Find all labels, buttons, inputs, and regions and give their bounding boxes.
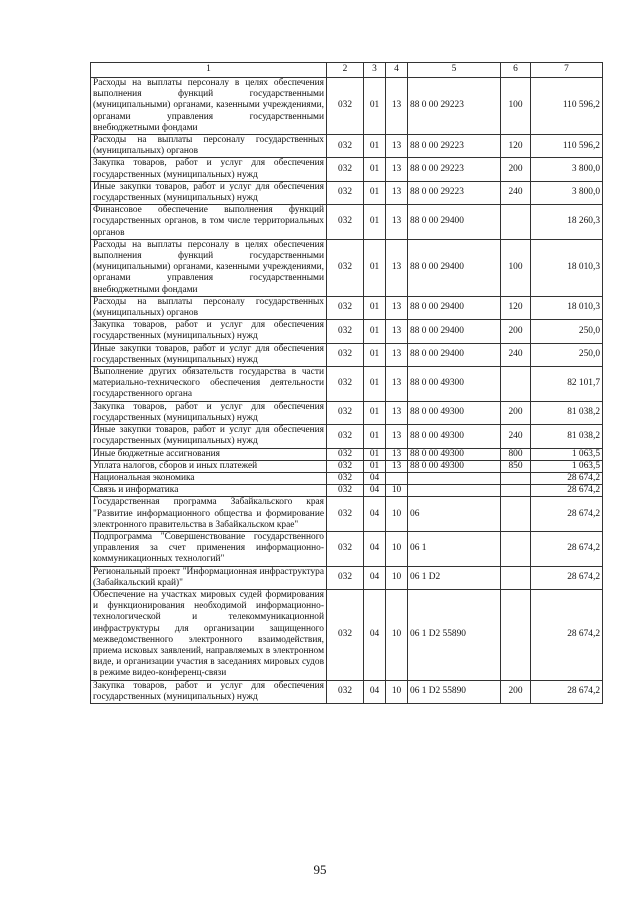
expense-type-cell: 120 xyxy=(501,296,531,319)
section-code-cell: 04 xyxy=(364,589,386,680)
expense-type-cell xyxy=(501,485,531,497)
table-row xyxy=(91,367,603,402)
subsection-code-cell: 10 xyxy=(386,680,408,703)
admin-code-cell: 032 xyxy=(327,158,364,181)
amount-cell: 1 063,5 xyxy=(531,460,603,472)
section-code-cell: 01 xyxy=(364,320,386,343)
table-row xyxy=(91,680,603,703)
admin-code-cell: 032 xyxy=(327,472,364,484)
subsection-code-cell: 13 xyxy=(386,205,408,240)
section-code-cell: 01 xyxy=(364,135,386,158)
expense-type-cell: 200 xyxy=(501,680,531,703)
section-code-cell: 01 xyxy=(364,425,386,448)
subsection-code-cell: 10 xyxy=(386,497,408,532)
table-row xyxy=(91,343,603,366)
expense-type-cell: 200 xyxy=(501,401,531,424)
row-name-cell: Расходы на выплаты персоналу государственных (муниципальных) органов xyxy=(91,135,327,158)
section-code-cell: 04 xyxy=(364,485,386,497)
row-name-cell: Иные закупки товаров, работ и услуг для обеспечения государственных (муниципальных) нужд xyxy=(91,343,327,366)
table-row xyxy=(91,485,603,497)
budget-table xyxy=(90,62,603,704)
header-cell: 4 xyxy=(386,63,408,78)
section-code-cell: 01 xyxy=(364,158,386,181)
table-row xyxy=(91,296,603,319)
row-name-cell: Закупка товаров, работ и услуг для обеспечения государственных (муниципальных) нужд xyxy=(91,680,327,703)
subsection-code-cell: 13 xyxy=(386,158,408,181)
admin-code-cell: 032 xyxy=(327,401,364,424)
row-name-cell: Региональный проект "Информационная инфраструктура (Забайкальский край)" xyxy=(91,566,327,589)
row-name-cell: Закупка товаров, работ и услуг для обеспечения государственных (муниципальных) нужд xyxy=(91,401,327,424)
admin-code-cell: 032 xyxy=(327,239,364,296)
section-code-cell: 01 xyxy=(364,181,386,204)
amount-cell: 28 674,2 xyxy=(531,497,603,532)
row-name-cell: Финансовое обеспечение выполнения функций государственных органов, в том числе территориальных органов xyxy=(91,205,327,240)
table-row xyxy=(91,497,603,532)
amount-cell: 28 674,2 xyxy=(531,485,603,497)
amount-cell: 81 038,2 xyxy=(531,401,603,424)
section-code-cell: 01 xyxy=(364,205,386,240)
row-name-cell: Иные закупки товаров, работ и услуг для обеспечения государственных (муниципальных) нужд xyxy=(91,425,327,448)
admin-code-cell: 032 xyxy=(327,448,364,460)
header-cell: 6 xyxy=(501,63,531,78)
subsection-code-cell: 13 xyxy=(386,78,408,135)
target-article-cell: 06 xyxy=(408,497,501,532)
table-row xyxy=(91,135,603,158)
section-code-cell: 01 xyxy=(364,239,386,296)
row-name-cell: Закупка товаров, работ и услуг для обеспечения государственных (муниципальных) нужд xyxy=(91,158,327,181)
subsection-code-cell: 10 xyxy=(386,589,408,680)
amount-cell: 3 800,0 xyxy=(531,158,603,181)
target-article-cell: 88 0 00 29223 xyxy=(408,78,501,135)
admin-code-cell: 032 xyxy=(327,566,364,589)
admin-code-cell: 032 xyxy=(327,343,364,366)
subsection-code-cell: 13 xyxy=(386,135,408,158)
section-code-cell: 01 xyxy=(364,78,386,135)
expense-type-cell xyxy=(501,566,531,589)
expense-type-cell: 200 xyxy=(501,158,531,181)
subsection-code-cell: 13 xyxy=(386,239,408,296)
target-article-cell: 06 1 D2 xyxy=(408,566,501,589)
table-row xyxy=(91,531,603,566)
target-article-cell xyxy=(408,485,501,497)
expense-type-cell xyxy=(501,205,531,240)
expense-type-cell xyxy=(501,589,531,680)
amount-cell: 250,0 xyxy=(531,320,603,343)
target-article-cell: 88 0 00 49300 xyxy=(408,460,501,472)
target-article-cell: 06 1 D2 55890 xyxy=(408,589,501,680)
subsection-code-cell: 13 xyxy=(386,367,408,402)
table-body xyxy=(91,63,603,704)
section-code-cell: 01 xyxy=(364,343,386,366)
section-code-cell: 01 xyxy=(364,460,386,472)
expense-type-cell: 240 xyxy=(501,425,531,448)
admin-code-cell: 032 xyxy=(327,425,364,448)
admin-code-cell: 032 xyxy=(327,205,364,240)
row-name-cell: Иные бюджетные ассигнования xyxy=(91,448,327,460)
target-article-cell: 88 0 00 29400 xyxy=(408,296,501,319)
expense-type-cell xyxy=(501,367,531,402)
expense-type-cell: 240 xyxy=(501,181,531,204)
subsection-code-cell: 13 xyxy=(386,401,408,424)
subsection-code-cell xyxy=(386,472,408,484)
row-name-cell: Национальная экономика xyxy=(91,472,327,484)
admin-code-cell: 032 xyxy=(327,78,364,135)
admin-code-cell: 032 xyxy=(327,460,364,472)
subsection-code-cell: 13 xyxy=(386,320,408,343)
page-number: 95 xyxy=(313,862,327,877)
target-article-cell: 06 1 D2 55890 xyxy=(408,680,501,703)
target-article-cell: 06 1 xyxy=(408,531,501,566)
subsection-code-cell: 13 xyxy=(386,296,408,319)
row-name-cell: Связь и информатика xyxy=(91,485,327,497)
row-name-cell: Закупка товаров, работ и услуг для обеспечения государственных (муниципальных) нужд xyxy=(91,320,327,343)
target-article-cell: 88 0 00 29400 xyxy=(408,343,501,366)
row-name-cell: Расходы на выплаты персоналу в целях обеспечения выполнения функций государственными (муниципальными) органами, казенными учреждениями, органами управления государственными внебюджетными фондами xyxy=(91,239,327,296)
subsection-code-cell: 13 xyxy=(386,425,408,448)
header-cell: 5 xyxy=(408,63,501,78)
row-name-cell: Государственная программа Забайкальского края "Развитие информационного общества и формирование электронного правительства в Забайкальском крае" xyxy=(91,497,327,532)
expense-type-cell: 100 xyxy=(501,78,531,135)
table-row xyxy=(91,181,603,204)
subsection-code-cell: 13 xyxy=(386,460,408,472)
row-name-cell: Подпрограмма "Совершенствование государственного управления за счет применения информационно-коммуникационных технологий" xyxy=(91,531,327,566)
header-cell: 1 xyxy=(91,63,327,78)
expense-type-cell: 120 xyxy=(501,135,531,158)
target-article-cell: 88 0 00 29223 xyxy=(408,181,501,204)
amount-cell: 18 260,3 xyxy=(531,205,603,240)
subsection-code-cell: 10 xyxy=(386,531,408,566)
section-code-cell: 01 xyxy=(364,401,386,424)
table-row xyxy=(91,401,603,424)
expense-type-cell: 800 xyxy=(501,448,531,460)
header-row xyxy=(91,63,603,78)
table-row xyxy=(91,566,603,589)
target-article-cell: 88 0 00 49300 xyxy=(408,448,501,460)
section-code-cell: 04 xyxy=(364,680,386,703)
header-cell: 2 xyxy=(327,63,364,78)
table-row xyxy=(91,239,603,296)
amount-cell: 81 038,2 xyxy=(531,425,603,448)
admin-code-cell: 032 xyxy=(327,320,364,343)
row-name-cell: Уплата налогов, сборов и иных платежей xyxy=(91,460,327,472)
subsection-code-cell: 13 xyxy=(386,181,408,204)
expense-type-cell xyxy=(501,472,531,484)
target-article-cell: 88 0 00 29400 xyxy=(408,239,501,296)
subsection-code-cell: 10 xyxy=(386,566,408,589)
target-article-cell: 88 0 00 49300 xyxy=(408,401,501,424)
section-code-cell: 01 xyxy=(364,448,386,460)
target-article-cell: 88 0 00 29400 xyxy=(408,320,501,343)
table-row xyxy=(91,472,603,484)
expense-type-cell xyxy=(501,531,531,566)
section-code-cell: 01 xyxy=(364,296,386,319)
amount-cell: 18 010,3 xyxy=(531,239,603,296)
target-article-cell xyxy=(408,472,501,484)
expense-type-cell: 100 xyxy=(501,239,531,296)
amount-cell: 28 674,2 xyxy=(531,680,603,703)
table-row xyxy=(91,78,603,135)
admin-code-cell: 032 xyxy=(327,296,364,319)
target-article-cell: 88 0 00 29223 xyxy=(408,135,501,158)
table-row xyxy=(91,448,603,460)
section-code-cell: 04 xyxy=(364,531,386,566)
admin-code-cell: 032 xyxy=(327,589,364,680)
row-name-cell: Расходы на выплаты персоналу в целях обеспечения выполнения функций государственными (муниципальными) органами, казенными учреждениями, органами управления государственными внебюджетными фондами xyxy=(91,78,327,135)
row-name-cell: Выполнение других обязательств государства в части материально-технического обеспечения деятельности государственного органа xyxy=(91,367,327,402)
amount-cell: 28 674,2 xyxy=(531,531,603,566)
expense-type-cell xyxy=(501,497,531,532)
amount-cell: 28 674,2 xyxy=(531,566,603,589)
admin-code-cell: 032 xyxy=(327,497,364,532)
subsection-code-cell: 13 xyxy=(386,343,408,366)
table-row xyxy=(91,589,603,680)
target-article-cell: 88 0 00 29400 xyxy=(408,205,501,240)
amount-cell: 28 674,2 xyxy=(531,472,603,484)
subsection-code-cell: 13 xyxy=(386,448,408,460)
table-row xyxy=(91,425,603,448)
amount-cell: 18 010,3 xyxy=(531,296,603,319)
row-name-cell: Расходы на выплаты персоналу государственных (муниципальных) органов xyxy=(91,296,327,319)
section-code-cell: 01 xyxy=(364,367,386,402)
row-name-cell: Иные закупки товаров, работ и услуг для обеспечения государственных (муниципальных) нужд xyxy=(91,181,327,204)
header-cell: 3 xyxy=(364,63,386,78)
amount-cell: 3 800,0 xyxy=(531,181,603,204)
expense-type-cell: 200 xyxy=(501,320,531,343)
expense-type-cell: 850 xyxy=(501,460,531,472)
section-code-cell: 04 xyxy=(364,472,386,484)
table-row xyxy=(91,205,603,240)
admin-code-cell: 032 xyxy=(327,135,364,158)
amount-cell: 1 063,5 xyxy=(531,448,603,460)
target-article-cell: 88 0 00 49300 xyxy=(408,367,501,402)
table-row xyxy=(91,460,603,472)
header-cell: 7 xyxy=(531,63,603,78)
amount-cell: 110 596,2 xyxy=(531,135,603,158)
amount-cell: 28 674,2 xyxy=(531,589,603,680)
amount-cell: 110 596,2 xyxy=(531,78,603,135)
section-code-cell: 04 xyxy=(364,566,386,589)
table-row xyxy=(91,320,603,343)
expense-type-cell: 240 xyxy=(501,343,531,366)
target-article-cell: 88 0 00 29223 xyxy=(408,158,501,181)
section-code-cell: 04 xyxy=(364,497,386,532)
admin-code-cell: 032 xyxy=(327,485,364,497)
target-article-cell: 88 0 00 49300 xyxy=(408,425,501,448)
admin-code-cell: 032 xyxy=(327,680,364,703)
row-name-cell: Обеспечение на участках мировых судей формирования и функционирования необходимой информационно-технологической и телекоммуникационной инфраструктуры для организации защищенного межведомственного электронного взаимодействия, приема исковых заявлений, направляемых в электронном виде, и организации участия в заседаниях мировых судов в режиме видео-конференц-связи xyxy=(91,589,327,680)
amount-cell: 250,0 xyxy=(531,343,603,366)
table-row xyxy=(91,158,603,181)
admin-code-cell: 032 xyxy=(327,367,364,402)
admin-code-cell: 032 xyxy=(327,181,364,204)
admin-code-cell: 032 xyxy=(327,531,364,566)
amount-cell: 82 101,7 xyxy=(531,367,603,402)
subsection-code-cell: 10 xyxy=(386,485,408,497)
